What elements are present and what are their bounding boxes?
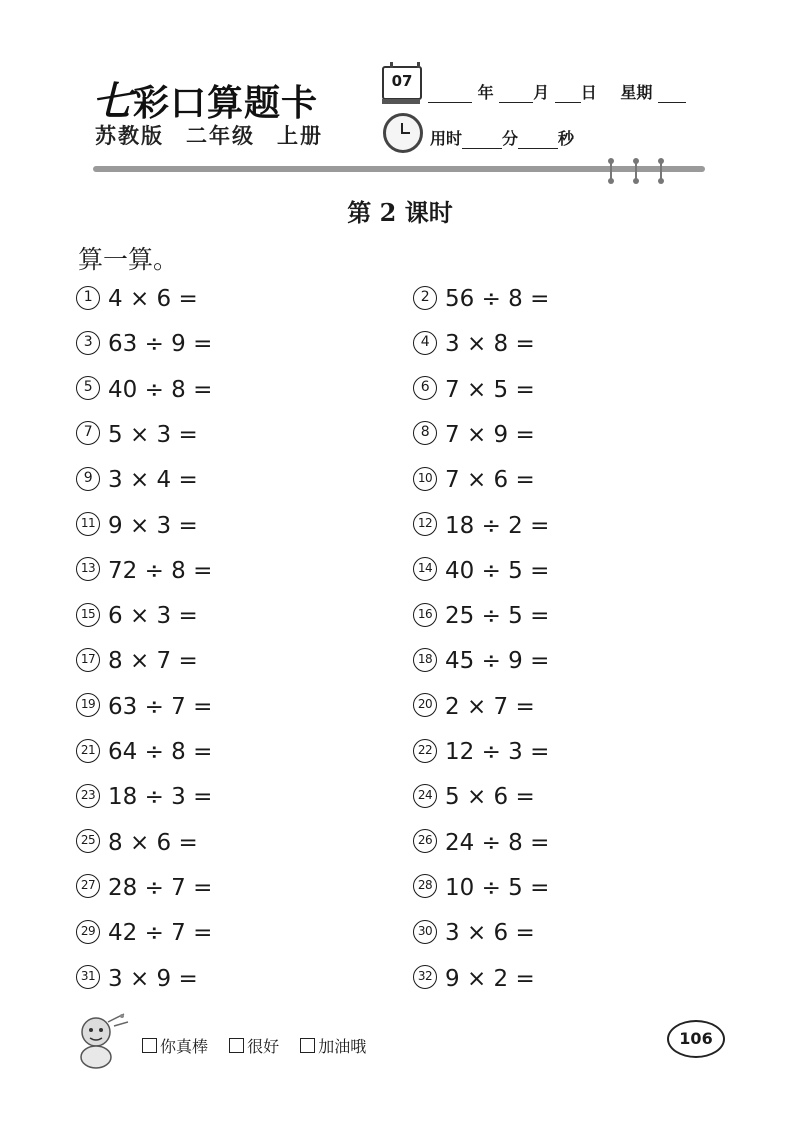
problem-item [76,331,212,357]
problem-number: 25 [76,829,100,853]
problem-expression: 7 × 5 = [445,376,535,403]
problem-number: 9 [76,467,100,491]
problem-number: 4 [413,331,437,355]
problem-number: 26 [413,829,437,853]
year-label: 年 [477,83,494,102]
problem-item [413,830,549,856]
checkbox-icon[interactable] [142,1038,157,1053]
problem-number: 31 [76,965,100,989]
problem-item [413,467,535,493]
problem-number: 14 [413,557,437,581]
problem-item [413,422,535,448]
rating-option-great[interactable]: 你真棒 [142,1037,208,1056]
problem-expression: 28 ÷ 7 = [108,874,213,901]
problem-number: 1 [76,286,100,310]
problem-number: 28 [413,874,437,898]
problem-expression: 25 ÷ 5 = [445,603,550,630]
problem-number: 27 [76,874,100,898]
problem-expression: 63 ÷ 7 = [108,693,213,720]
weekday-label: 星期 [620,83,653,102]
problem-item [76,603,198,629]
problem-number: 5 [76,376,100,400]
calendar-day: 07 [391,72,413,90]
problem-number: 13 [76,557,100,581]
problem-number: 10 [413,467,437,491]
problem-expression: 72 ÷ 8 = [108,557,213,584]
problem-number: 22 [413,739,437,763]
problem-item [76,875,212,901]
problem-expression: 24 ÷ 8 = [445,829,550,856]
problem-expression: 5 × 6 = [445,784,535,811]
day-label: 日 [580,83,597,102]
problem-item [76,830,198,856]
seconds-label: 秒 [558,129,575,148]
lesson-title: 第 2 课时 [347,198,453,227]
problem-expression: 2 × 7 = [445,693,535,720]
month-label: 月 [533,83,550,102]
seconds-blank[interactable] [518,132,558,149]
brand-title: 七彩口算题卡 [92,78,319,125]
problem-item [413,694,535,720]
problem-number: 16 [413,603,437,627]
time-used-label: 用时 [430,129,463,148]
problem-item [76,966,198,992]
problem-expression: 7 × 6 = [445,467,535,494]
problem-expression: 5 × 3 = [108,421,198,448]
binder-clip-icon [659,158,663,182]
problem-expression: 12 ÷ 3 = [445,739,550,765]
problem-number: 23 [76,784,100,808]
problem-number: 15 [76,603,100,627]
problem-number: 8 [413,421,437,445]
problem-expression: 45 ÷ 9 = [445,648,550,675]
problem-expression: 56 ÷ 8 = [445,286,550,312]
problem-expression: 8 × 6 = [108,829,198,856]
problem-number: 2 [413,286,437,310]
problem-item [76,422,198,448]
problem-number: 30 [413,920,437,944]
problem-expression: 40 ÷ 8 = [108,376,213,403]
problem-item [413,739,549,765]
rating-option-keep-going[interactable]: 加油哦 [300,1037,366,1056]
day-blank[interactable] [555,86,581,103]
problem-item [76,784,212,810]
problem-expression: 10 ÷ 5 = [445,874,550,901]
problem-expression: 42 ÷ 7 = [108,920,213,947]
grade-label: 二年级 [186,124,255,148]
problem-expression: 8 × 7 = [108,648,198,675]
edition-line [95,120,345,150]
minutes-label: 分 [502,129,519,148]
self-rating [142,1034,382,1057]
problem-item [413,603,549,629]
problem-item [76,648,198,674]
problem-item [413,920,535,946]
problem-expression: 18 ÷ 3 = [108,784,213,811]
problem-number: 18 [413,648,437,672]
instruction-text: 算一算。 [78,245,179,274]
problem-number: 29 [76,920,100,944]
problem-expression: 3 × 6 = [445,920,535,947]
problem-expression: 3 × 4 = [108,467,198,494]
problem-expression: 3 × 8 = [445,331,535,358]
year-blank[interactable] [428,86,472,103]
problem-item [413,558,549,584]
month-blank[interactable] [499,86,533,103]
problem-item [413,875,549,901]
edition-label: 苏教版 [95,124,164,148]
date-fill-line [428,80,686,103]
problem-expression: 6 × 3 = [108,603,198,630]
problem-number: 32 [413,965,437,989]
calendar-icon [382,66,422,100]
problem-number: 7 [76,421,100,445]
problem-number: 17 [76,648,100,672]
mascot-icon [70,1010,132,1070]
problem-expression: 63 ÷ 9 = [108,331,213,358]
problem-number: 11 [76,512,100,536]
problem-item [413,648,549,674]
problem-number: 21 [76,739,100,763]
header-divider [93,166,705,172]
problem-expression: 9 × 3 = [108,512,198,539]
volume-label: 上册 [277,124,323,148]
checkbox-icon[interactable] [229,1038,244,1053]
binder-clip-icon [634,158,638,182]
problem-expression: 18 ÷ 2 = [445,512,550,539]
problem-expression: 4 × 6 = [108,286,198,312]
weekday-blank[interactable] [658,86,686,103]
problem-item [76,558,212,584]
problem-item [413,331,535,357]
binder-clip-icon [609,158,613,182]
checkbox-icon[interactable] [300,1038,315,1053]
minutes-blank[interactable] [462,132,502,149]
problem-item [413,286,549,312]
problem-item [413,966,535,992]
problem-number: 3 [76,331,100,355]
problem-item [76,377,212,403]
page-number: 106 [667,1020,725,1058]
problem-item [413,513,549,539]
problem-number: 24 [413,784,437,808]
problem-item [76,286,198,312]
problem-number: 12 [413,512,437,536]
problem-expression: 9 × 2 = [445,965,535,992]
problem-number: 6 [413,376,437,400]
problem-item [76,694,212,720]
problem-expression: 40 ÷ 5 = [445,557,550,584]
problem-item [76,920,212,946]
problem-expression: 7 × 9 = [445,421,535,448]
problem-item [76,467,198,493]
problem-item [76,513,198,539]
problem-item [413,784,535,810]
problem-expression: 64 ÷ 8 = [108,739,213,765]
time-fill-line [430,126,574,149]
problem-item [413,377,535,403]
rating-option-good[interactable]: 很好 [229,1037,279,1056]
problem-number: 19 [76,693,100,717]
problem-number: 20 [413,693,437,717]
problem-expression: 3 × 9 = [108,965,198,992]
clock-icon [383,113,423,153]
problem-item [76,739,212,765]
